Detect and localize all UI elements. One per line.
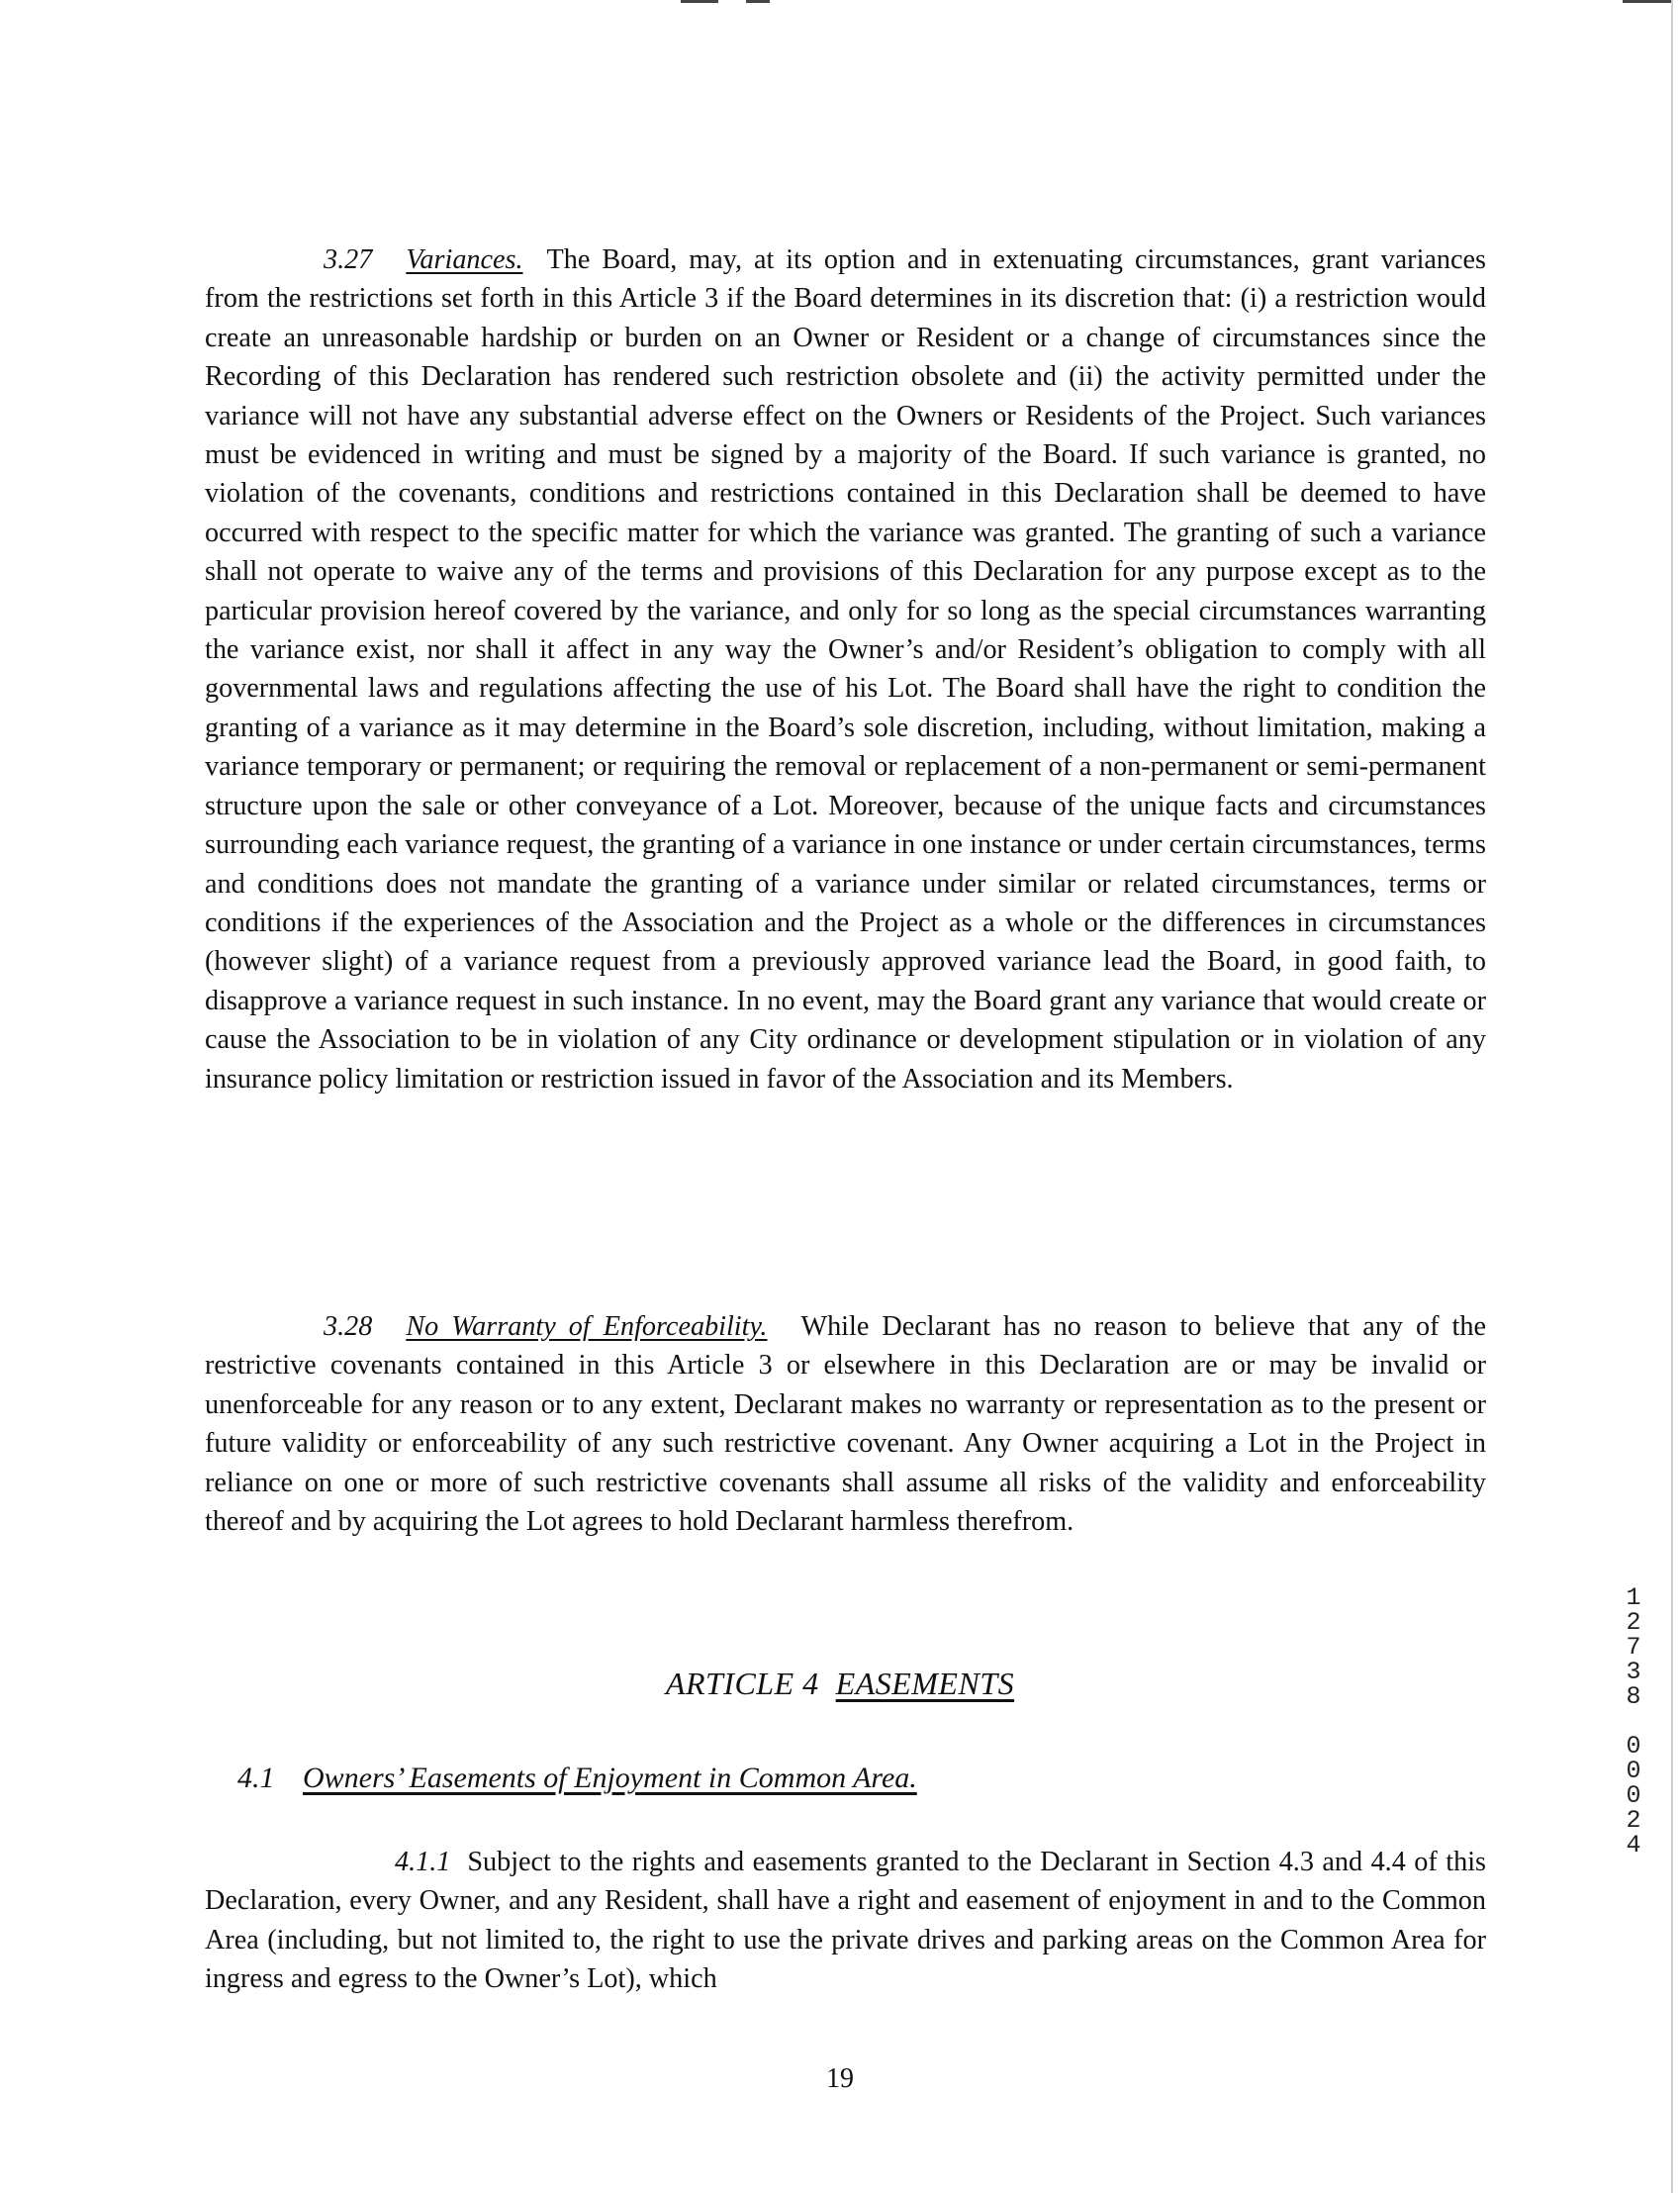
section-body: While Declarant has no reason to believe that any of the restrictive covenants contained in this Article 3 or elsewhere in this Declaration are or may be invalid or unenforceable for any reason or to any extent, Declarant makes no warranty or representation as to the present or future validity or enforceability of any such restrictive covenant. Any Owner acquiring a Lot in the Project in reliance on one or more of such restrictive covenants shall assume all risks of the validity and enforceability thereof and by acquiring the Lot agrees to hold Declarant harmless therefrom.	[205, 1311, 1486, 1538]
recording-digit: 7	[1626, 1633, 1641, 1662]
recording-digit: 1	[1626, 1583, 1641, 1612]
section-number: 3.28	[324, 1311, 373, 1342]
recording-digit: 8	[1626, 1682, 1641, 1711]
section-title: Variances.	[406, 244, 523, 275]
recording-number-stamp	[1619, 1585, 1648, 1858]
section-title: No Warranty of Enforceability.	[406, 1311, 768, 1342]
scan-artifact-mark	[1623, 0, 1672, 3]
recording-digit: 4	[1626, 1831, 1641, 1859]
section-body: The Board, may, at its option and in extenuating circumstances, grant variances from the restrictions set forth in this Article 3 if the Board determines in its discretion that: (i) a restriction would create an unreasonable hardship or burden on an Owner or Resident or a change of circumstances since the Recording of this Declaration has rendered such restriction obsolete and (ii) the activity permitted under the variance will not have any substantial adverse effect on the Owners or Residents of the Project. Such variances must be evidenced in writing and must be signed by a majority of the Board. If such variance is granted, no violation of the covenants, conditions and restrictions contained in this Declaration shall be deemed to have occurred with respect to the specific matter for which the variance was granted. The granting of such a variance shall not operate to waive any of the terms and provisions of this Declaration for any purpose except as to the particular provision hereof covered by the variance, and only for so long as the special circumstances warranting the variance exist, nor shall it affect in any way the Owner’s and/or Resident’s obligation to comply with all governmental laws and regulations affecting the use of his Lot. The Board shall have the right to condition the granting of a variance as it may determine in the Board’s sole discretion, including, without limitation, making a variance temporary or permanent; or requiring the removal or replacement of a non-permanent or semi-permanent structure upon the sale or other conveyance of a Lot. Moreover, because of the unique facts and circumstances surrounding each variance request, the granting of a variance in one instance or under certain circumstances, terms and conditions does not mandate the granting of a variance under similar or related circumstances, terms or conditions if the experiences of the Association and the Project as a whole or the differences in circumstances (however slight) of a variance request from a previously approved variance lead the Board, in good faith, to disapprove a variance request in such instance. In no event, may the Board grant any variance that would create or cause the Association to be in violation of any City ordinance or development stipulation or in violation of any insurance policy limitation or restriction issued in favor of the Association and its Members.	[205, 244, 1486, 1095]
scan-artifact-mark	[746, 0, 770, 3]
section-3-27	[205, 240, 1486, 1098]
recording-digit: 3	[1626, 1658, 1641, 1686]
recording-digit: 2	[1626, 1806, 1641, 1835]
scan-artifact-mark	[681, 0, 718, 3]
page-edge-rule	[1671, 0, 1673, 2193]
recording-digit: 0	[1626, 1757, 1641, 1785]
section-number: 3.27	[324, 244, 373, 275]
article-heading	[0, 1666, 1680, 1702]
section-4-1-heading	[237, 1762, 917, 1795]
section-number: 4.1	[237, 1762, 275, 1794]
recording-spacer	[1619, 1709, 1648, 1734]
section-title: Owners’ Easements of Enjoyment in Common Area.	[303, 1762, 917, 1794]
recording-digit: 0	[1626, 1781, 1641, 1810]
recording-digit: 0	[1626, 1732, 1641, 1761]
section-3-28	[205, 1307, 1486, 1541]
section-number: 4.1.1	[395, 1847, 451, 1877]
article-label: ARTICLE 4	[665, 1666, 819, 1701]
section-4-1-1	[205, 1843, 1486, 1999]
article-title: EASEMENTS	[835, 1666, 1015, 1701]
recording-digit: 2	[1626, 1608, 1641, 1637]
page-number: 19	[826, 2063, 854, 2094]
section-body: Subject to the rights and easements granted to the Declarant in Section 4.3 and 4.4 of this Declaration, every Owner, and any Resident, shall have a right and easement of enjoyment in and to the Common Area (including, but not limited to, the right to use the private drives and parking areas on the Common Area for ingress and egress to the Owner’s Lot), which	[205, 1847, 1487, 1995]
